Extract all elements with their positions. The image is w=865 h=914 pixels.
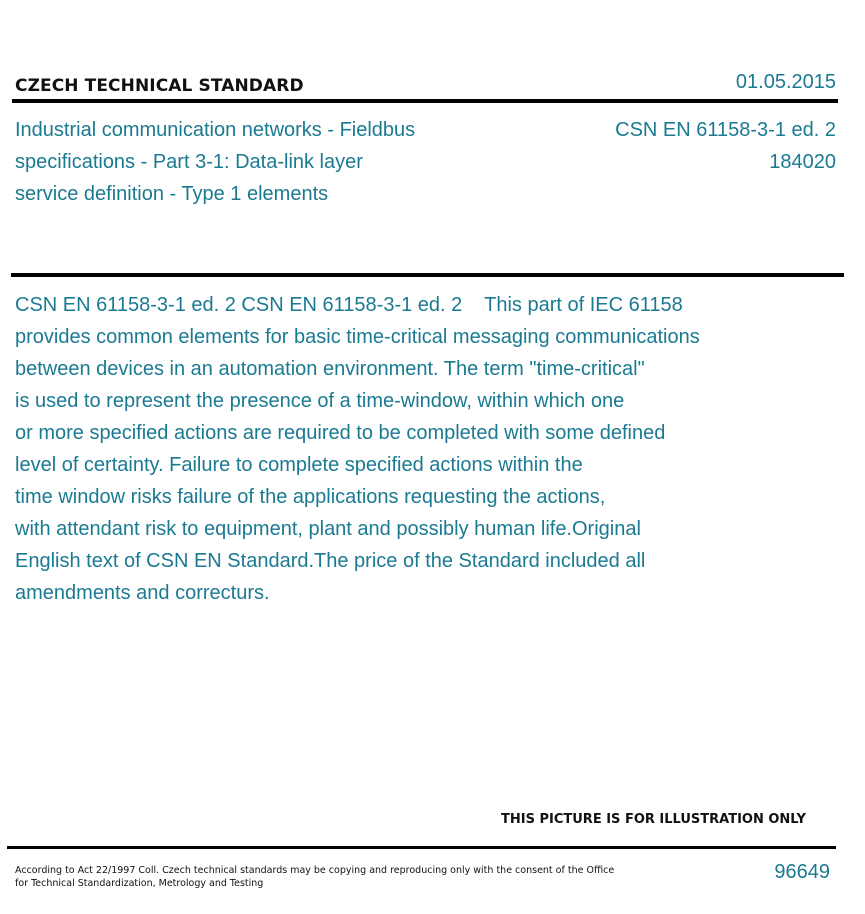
description-line: is used to represent the presence of a time-window, within which one	[15, 390, 625, 412]
standard-title-line: Industrial communication networks - Fieldbus	[15, 119, 416, 141]
standard-title-line: service definition - Type 1 elements	[15, 183, 329, 205]
description-line: amendments and correcturs.	[15, 582, 270, 604]
description-line: CSN EN 61158-3-1 ed. 2 CSN EN 61158-3-1 ed. 2 This part of IEC 61158	[15, 294, 683, 316]
footer-rule	[7, 846, 836, 849]
header-rule	[12, 99, 838, 103]
document-code: 96649	[774, 861, 830, 883]
description-line: with attendant risk to equipment, plant and possibly human life.Original	[15, 518, 641, 540]
standard-identifier	[615, 114, 836, 178]
catalog-code: 184020	[769, 151, 836, 173]
description-line: or more specified actions are required to be completed with some defined	[15, 422, 666, 444]
description-text	[15, 289, 815, 609]
legal-notice-line: for Technical Standardization, Metrology and Testing	[15, 878, 264, 889]
section-rule	[11, 273, 844, 277]
illustration-note: THIS PICTURE IS FOR ILLUSTRATION ONLY	[501, 812, 806, 827]
description-line: level of certainty. Failure to complete specified actions within the	[15, 454, 583, 476]
standard-title	[15, 114, 415, 210]
document-type-heading: CZECH TECHNICAL STANDARD	[15, 76, 304, 96]
description-line: between devices in an automation environment. The term "time-critical"	[15, 358, 645, 380]
legal-notice	[15, 864, 614, 890]
description-line: English text of CSN EN Standard.The price of the Standard included all	[15, 550, 646, 572]
standard-title-line: specifications - Part 3-1: Data-link layer	[15, 151, 363, 173]
standard-number: CSN EN 61158-3-1 ed. 2	[615, 119, 836, 141]
description-line: provides common elements for basic time-critical messaging communications	[15, 326, 700, 348]
publication-date: 01.05.2015	[735, 71, 836, 93]
description-line: time window risks failure of the applications requesting the actions,	[15, 486, 606, 508]
legal-notice-line: According to Act 22/1997 Coll. Czech technical standards may be copying and reproducing only with the consent of the Office	[15, 865, 615, 876]
